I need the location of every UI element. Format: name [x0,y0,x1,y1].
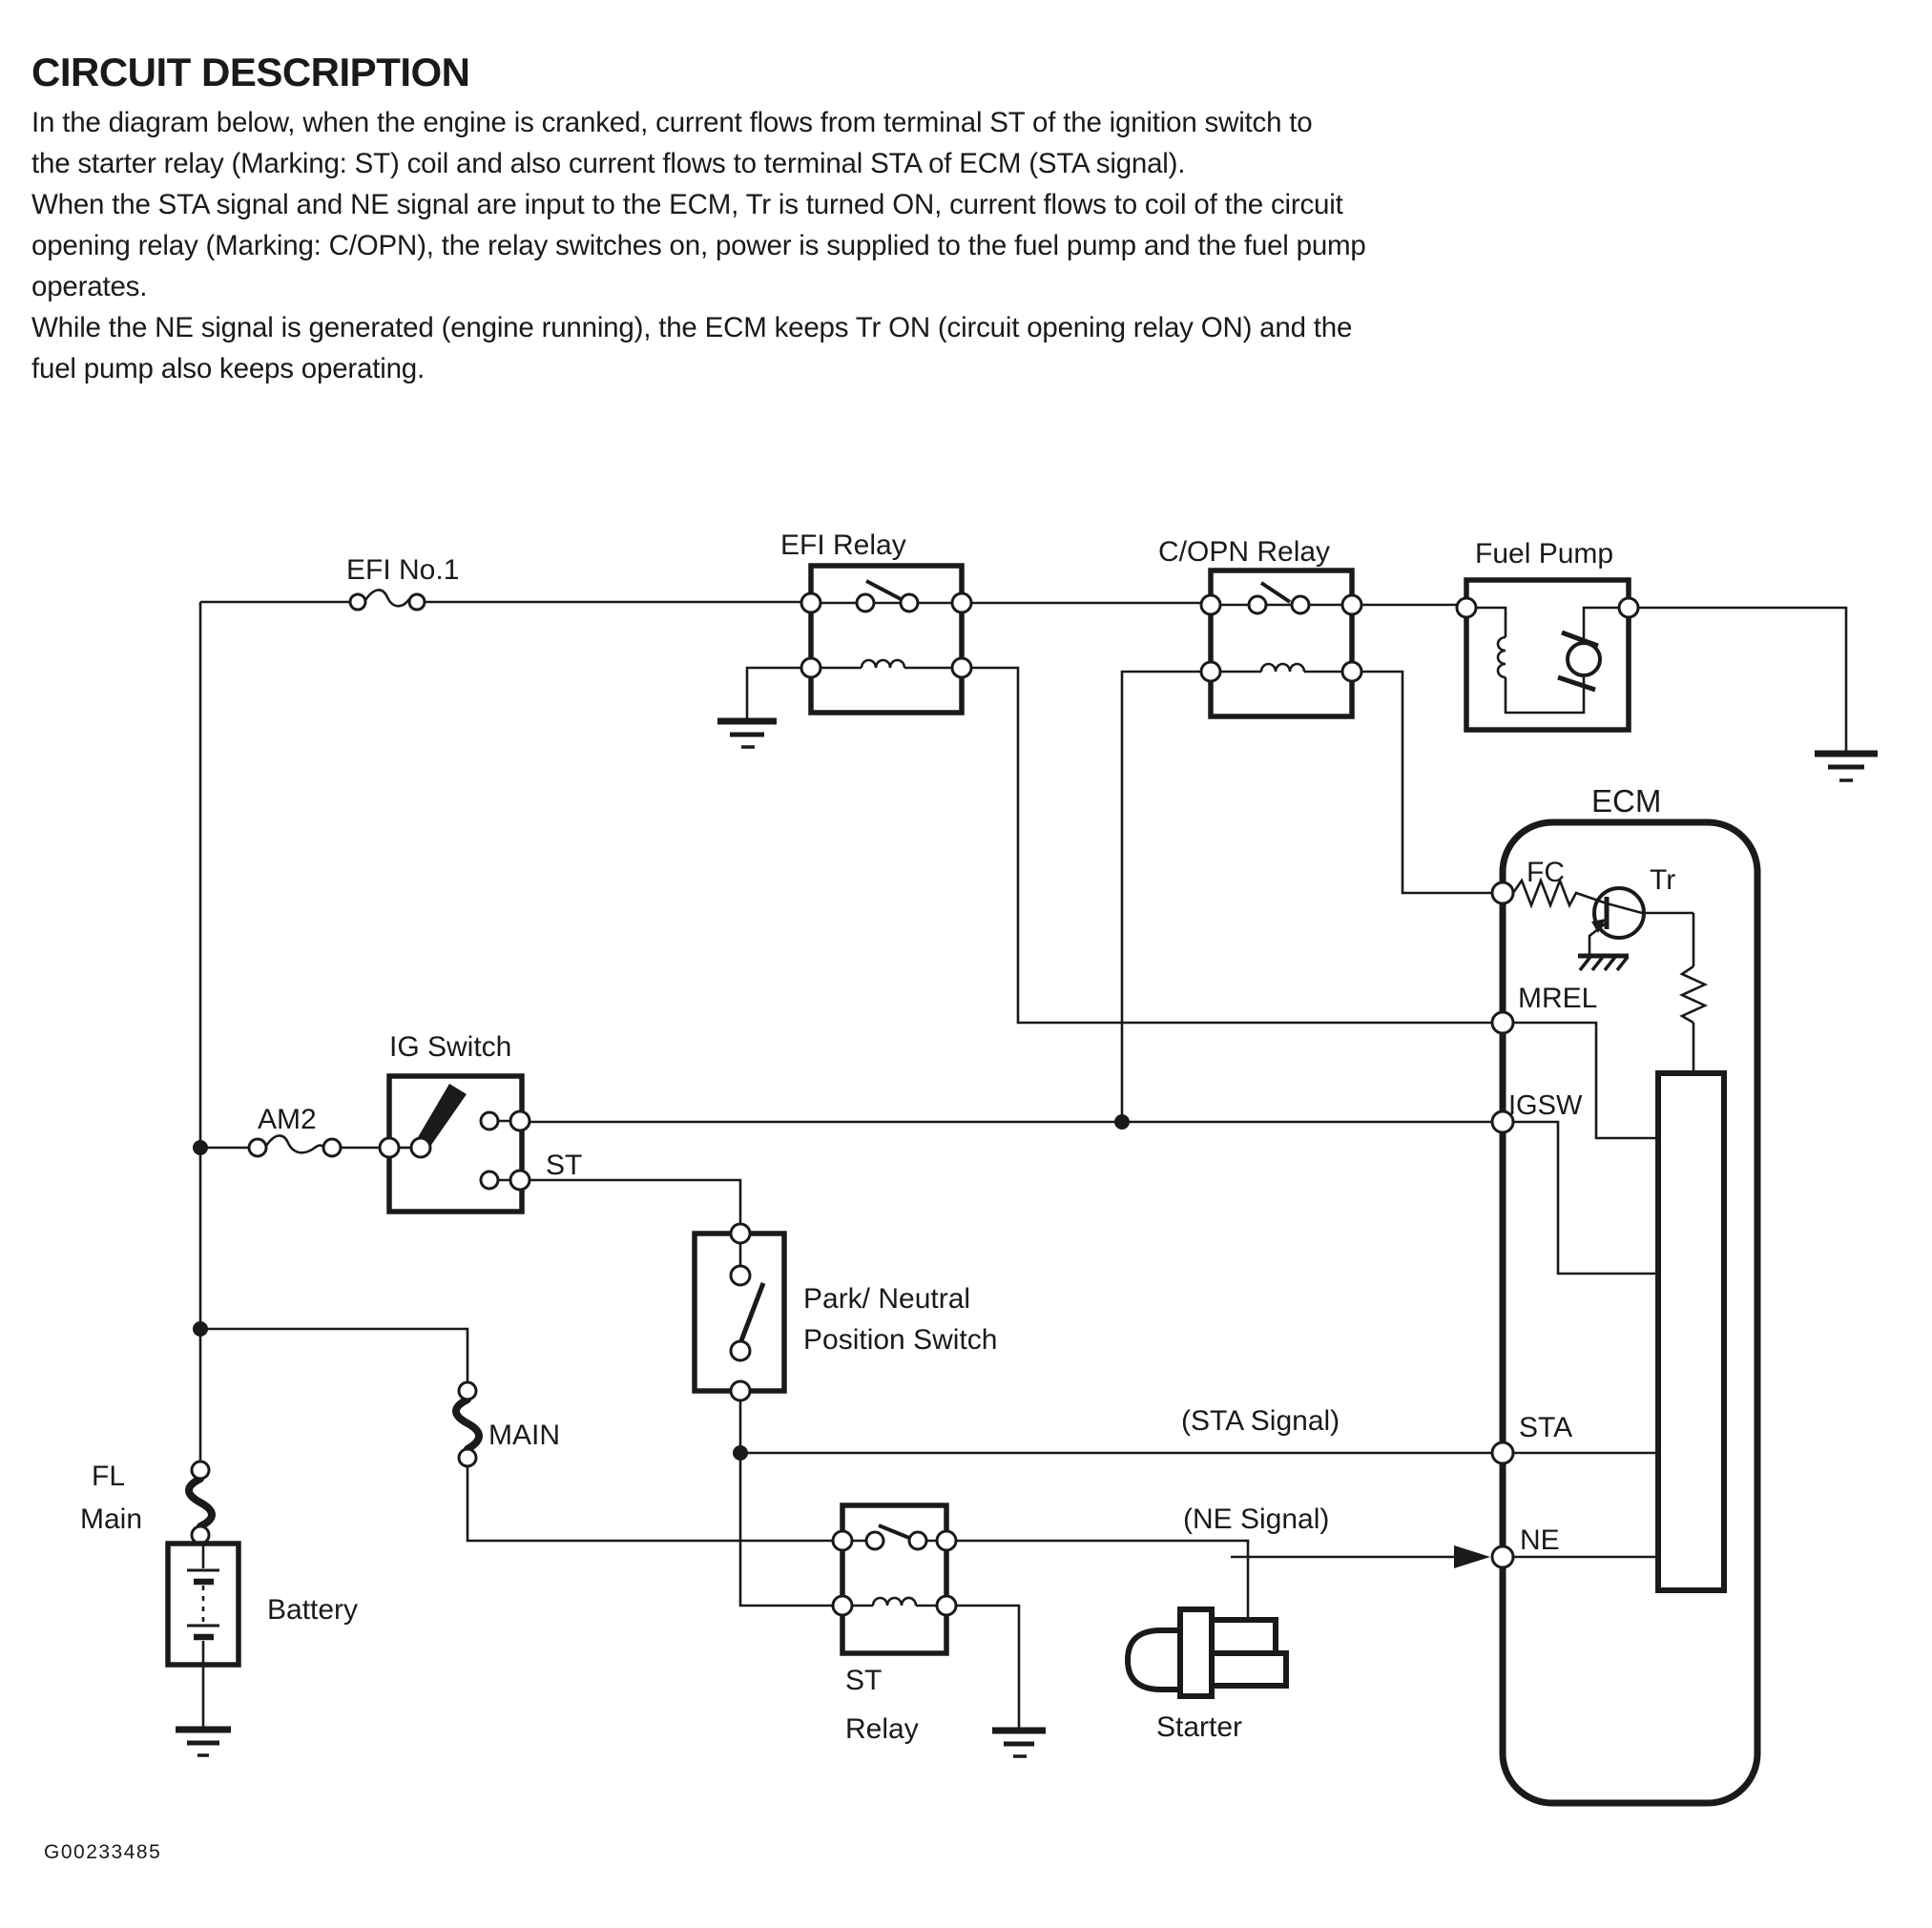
figure-code: G00233485 [44,1841,162,1863]
park-neutral-switch-label-line1: Park/ Neutral [803,1283,971,1315]
junction-dot [1114,1114,1130,1130]
fuel-pump-label: Fuel Pump [1475,538,1614,570]
ecm-label: ECM [1591,783,1662,819]
fuel-pump-symbol [1457,580,1638,730]
page-title: CIRCUIT DESCRIPTION [31,50,470,94]
efi-relay-label: EFI Relay [780,529,906,561]
am2-fuse-label: AM2 [258,1104,317,1135]
ecm-terminal-ne [1492,1546,1513,1567]
ne-signal-arrowhead [1454,1545,1490,1568]
ecm-terminal-sta-label: STA [1519,1412,1573,1443]
st-relay-symbol [833,1505,956,1653]
description-line: opening relay (Marking: C/OPN), the relay switches on, power is supplied to the fuel pump and the fuel pump [31,230,1366,261]
fl-main-label-line2: Main [80,1503,143,1535]
description-line: operates. [31,271,148,302]
st-relay-label-line2: Relay [845,1713,919,1745]
fl-main-fusible-link-symbol [189,1462,212,1544]
ecm-terminal-mrel-label: MREL [1518,983,1598,1014]
sta-signal-label: (STA Signal) [1181,1405,1340,1437]
ecm-terminal-fc [1492,882,1513,903]
efi-relay-symbol [801,566,971,713]
main-fuse-label: MAIN [488,1420,560,1451]
pump-motor-icon [1568,643,1600,675]
ground-symbol-st-relay [992,1731,1046,1756]
starter-label: Starter [1156,1711,1243,1743]
efi-no1-fuse-label: EFI No.1 [346,554,460,586]
wiring [193,602,1846,1731]
description-line: While the NE signal is generated (engine running), the ECM keeps Tr ON (circuit opening relay ON) and the [31,312,1353,343]
ecm-terminal-sta [1492,1442,1513,1463]
battery-label: Battery [267,1594,359,1626]
main-fuse-symbol [456,1382,479,1466]
description-line: When the STA signal and NE signal are input to the ECM, Tr is turned ON, current flows to coil of the circuit [31,189,1343,220]
ig-switch-st-terminal-label: ST [546,1150,583,1181]
circuit-description-text [31,107,1366,384]
ecm-symbol [1492,822,1757,1803]
junction-dot [733,1445,748,1461]
park-neutral-switch-symbol [695,1224,784,1400]
transistor-icon [1589,888,1693,956]
ne-signal-label: (NE Signal) [1183,1503,1330,1535]
ecm-terminal-ne-label: NE [1520,1524,1560,1556]
copn-relay-symbol [1201,570,1361,716]
starter-symbol [1128,1609,1286,1696]
description-line: In the diagram below, when the engine is cranked, current flows from terminal ST of the ignition switch to [31,107,1313,138]
ecm-terminal-mrel [1492,1012,1513,1033]
description-line: the starter relay (Marking: ST) coil and also current flows to terminal STA of ECM (STA signal). [31,148,1186,179]
copn-relay-label: C/OPN Relay [1158,536,1331,568]
junction-dot [193,1140,208,1155]
am2-fuse-symbol [249,1135,341,1156]
st-relay-label-line1: ST [845,1665,883,1696]
battery-symbol [168,1544,239,1665]
ground-symbol-efi-relay [717,721,777,747]
junction-dot [193,1321,208,1337]
ig-switch-symbol [380,1076,530,1212]
efi-no1-fuse-symbol [350,590,425,610]
ig-switch-label: IG Switch [389,1031,512,1063]
ecm-terminal-fc-label: FC [1527,857,1565,888]
ecm-terminal-igsw-label: IGSW [1508,1090,1583,1121]
ground-symbol-fuel-pump [1815,754,1878,780]
park-neutral-switch-label-line2: Position Switch [803,1324,998,1356]
ecm-terminal-tr-label: Tr [1650,864,1676,896]
description-line: fuel pump also keeps operating. [31,353,425,384]
ecm-logic-block [1658,1073,1724,1590]
fl-main-label-line1: FL [92,1461,126,1492]
chassis-ground-icon [1578,956,1629,970]
ground-symbol-battery [176,1730,231,1755]
